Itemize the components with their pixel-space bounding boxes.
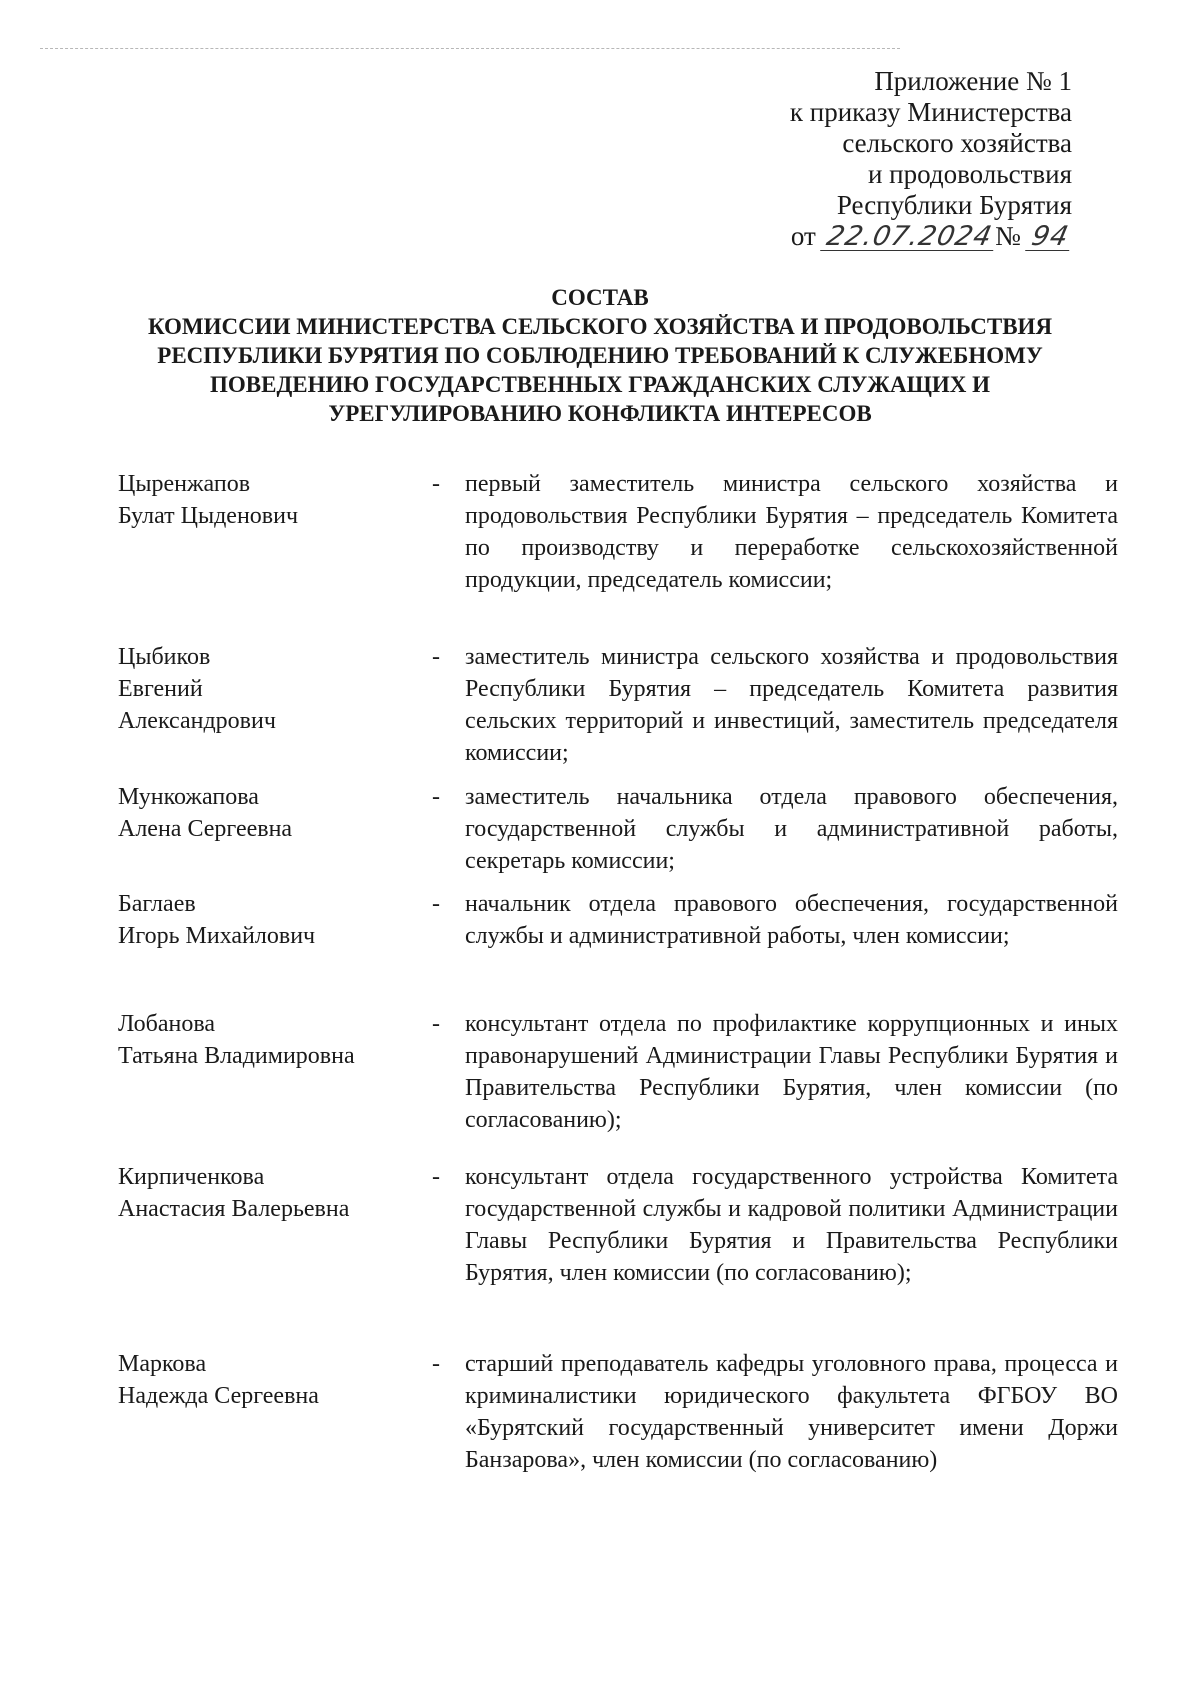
handwritten-date: 22.07.2024 (820, 224, 998, 251)
title-line-3: РЕСПУБЛИКИ БУРЯТИЯ ПО СОБЛЮДЕНИЮ ТРЕБОВАНИЙ К СЛУЖЕБНОМУ (157, 343, 1043, 368)
member-name (118, 468, 438, 532)
member-role: заместитель начальника отдела правового обеспечения, государственной службы и административной работы, секретарь комиссии; (465, 784, 1118, 874)
member-dash: - (432, 891, 440, 917)
member-name-line: Евгений (118, 676, 203, 702)
date-prefix: от (790, 221, 816, 251)
title-line-4: ПОВЕДЕНИЮ ГОСУДАРСТВЕННЫХ ГРАЖДАНСКИХ СЛУЖАЩИХ И (209, 372, 991, 397)
member-name (118, 641, 438, 737)
member-role: старший преподаватель кафедры уголовного права, процесса и криминалистики юридического факультета ФГБОУ ВО «Бурятский государственный университет имени Доржи Банзарова», член комиссии (по согласованию) (465, 1351, 1118, 1473)
annex-date-line (790, 221, 1072, 252)
member-name-line: Кирпиченкова (118, 1164, 265, 1190)
annex-ministry-line1: сельского хозяйства (842, 128, 1072, 158)
annex-number: Приложение № 1 (874, 66, 1072, 96)
member-dash: - (432, 784, 440, 810)
annex-ministry-line2: и продовольствия (867, 159, 1072, 189)
member-name-line: Александрович (118, 708, 276, 734)
member-role: заместитель министра сельского хозяйства и продовольствия Республики Бурятия – председатель Комитета развития сельских территорий и инвестиций, заместитель председателя комиссии; (465, 644, 1118, 766)
member-dash: - (432, 644, 440, 670)
member-name (118, 1348, 438, 1412)
member-name-line: Маркова (118, 1351, 207, 1377)
member-name-line: Лобанова (118, 1011, 216, 1037)
member-name-line: Игорь Михайлович (118, 923, 316, 949)
member-name-line: Надежда Сергеевна (118, 1383, 319, 1409)
member-role: первый заместитель министра сельского хозяйства и продовольствия Республики Бурятия – председатель Комитета по производству и переработке сельскохозяйственной продукции, председатель комиссии; (465, 471, 1118, 593)
member-name-line: Цыбиков (118, 644, 211, 670)
annex-header (790, 66, 1072, 252)
member-dash: - (432, 471, 440, 497)
title-line-5: УРЕГУЛИРОВАНИЮ КОНФЛИКТА ИНТЕРЕСОВ (328, 401, 872, 426)
member-name (118, 1008, 438, 1072)
member-name-line: Татьяна Владимировна (118, 1043, 355, 1069)
member-name-line: Анастасия Валерьевна (118, 1196, 350, 1222)
member-dash: - (432, 1351, 440, 1377)
member-name (118, 888, 438, 952)
annex-order-ref: к приказу Министерства (789, 97, 1072, 127)
member-name-line: Баглаев (118, 891, 196, 917)
member-name (118, 1161, 438, 1225)
handwritten-number: 94 (1025, 224, 1075, 251)
member-dash: - (432, 1011, 440, 1037)
member-name-line: Алена Сергеевна (118, 816, 293, 842)
member-role: консультант отдела по профилактике коррупционных и иных правонарушений Администрации Главы Республики Бурятия и Правительства Республики Бурятия, член комиссии (по согласованию); (465, 1011, 1118, 1133)
member-name-line: Цыренжапов (118, 471, 251, 497)
number-sign: № (995, 221, 1021, 251)
title-line-2: КОМИССИИ МИНИСТЕРСТВА СЕЛЬСКОГО ХОЗЯЙСТВА И ПРОДОВОЛЬСТВИЯ (147, 314, 1053, 339)
member-role: начальник отдела правового обеспечения, государственной службы и административной работы, член комиссии; (465, 891, 1118, 949)
annex-republic: Республики Бурятия (836, 190, 1072, 220)
member-name (118, 781, 438, 845)
member-dash: - (432, 1164, 440, 1190)
title-line-1: СОСТАВ (551, 285, 649, 310)
member-name-line: Мункожапова (118, 784, 259, 810)
member-role: консультант отдела государственного устройства Комитета государственной службы и кадровой политики Администрации Главы Республики Бурятия и Правительства Республики Бурятия, член комиссии (по согласованию); (465, 1164, 1118, 1286)
scan-artifact-line (40, 48, 900, 49)
member-name-line: Булат Цыденович (118, 503, 299, 529)
document-title (100, 283, 1100, 428)
